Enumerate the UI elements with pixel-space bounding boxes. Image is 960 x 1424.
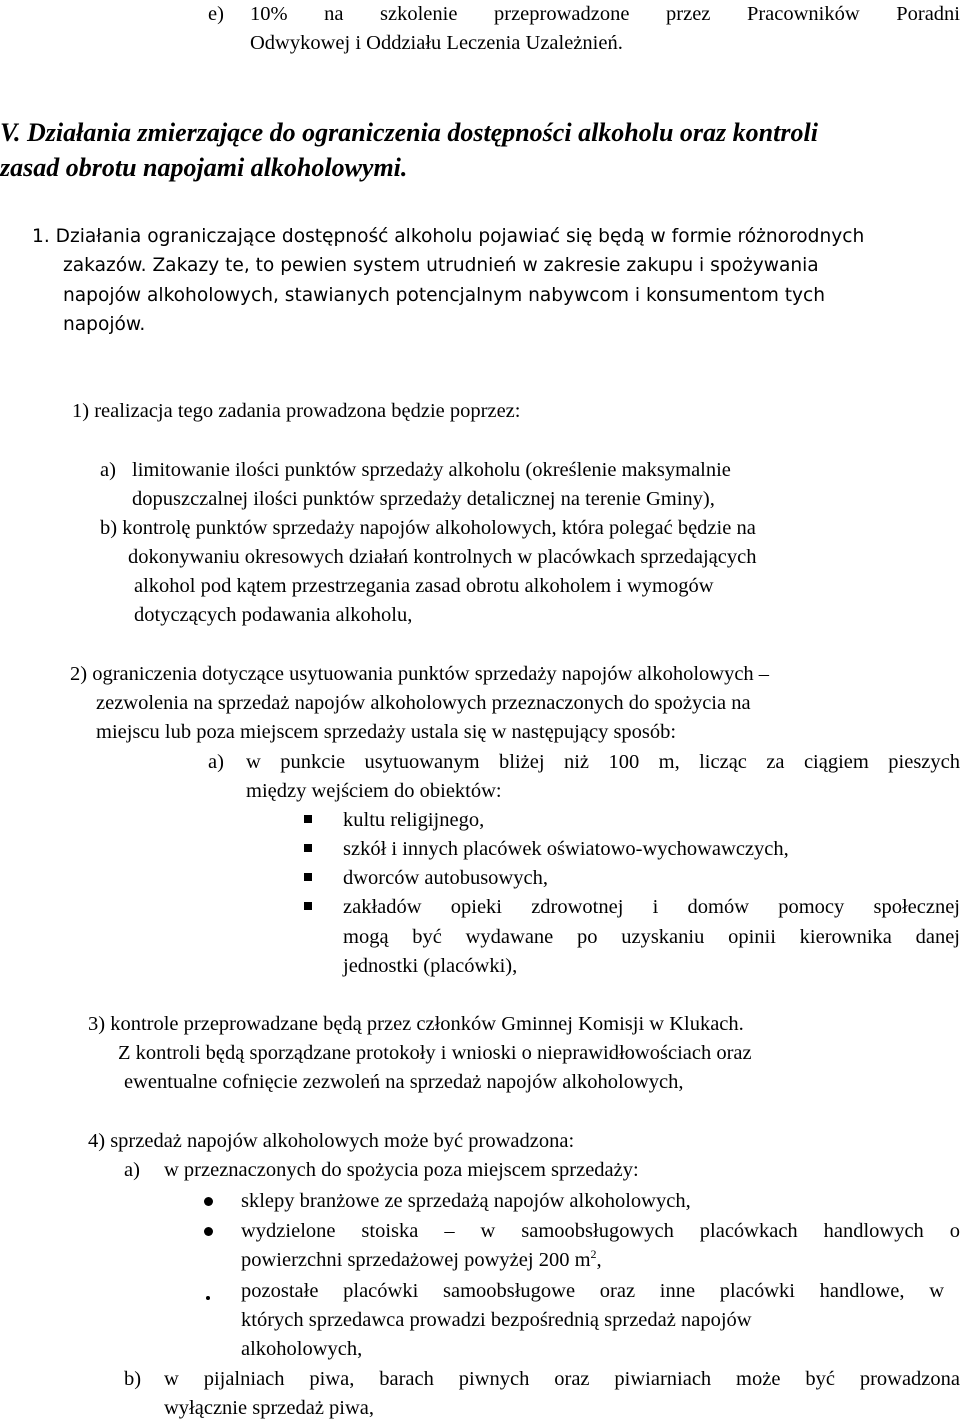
list3-line2: Z kontroli będą sporządzane protokoły i wnioski o nieprawidłowościach oraz [118,1042,752,1064]
para1-line2: zakazów. Zakazy te, to pewien system utrudnień w zakresie zakupu i spożywania [63,255,819,276]
list2-a-label: a) [208,751,224,773]
list1-intro: 1) realizacja tego zadania prowadzona będzie poprzez: [72,400,521,422]
list4-bullet-1: sklepy branżowe ze sprzedażą napojów alkoholowych, [241,1190,691,1212]
item-e-label: e) [208,3,224,25]
list3-line3: ewentualne cofnięcie zezwoleń na sprzedaż napojów alkoholowych, [124,1071,684,1093]
list2-line1: 2) ograniczenia dotyczące usytuowania punktów sprzedaży napojów alkoholowych – [70,663,770,685]
list2-a-line1: w punkcie usytuowanym bliżej niż 100 m, licząc za ciągiem pieszych [246,751,960,773]
list2-bullet-2: szkół i innych placówek oświatowo-wychowawczych, [343,838,789,860]
list2-bullet-4: zakładów opieki zdrowotnej i domów pomocy społecznej [343,896,960,918]
list1-b-line2: dokonywaniu okresowych działań kontrolnych w placówkach sprzedających [128,546,757,568]
list1-b-line3: alkohol pod kątem przestrzegania zasad obrotu alkoholem i wymogów [134,575,714,597]
list4-bullet-2-end: , [596,1249,602,1271]
item-e-line1: 10% na szkolenie przeprowadzone przez Pracowników Poradni [250,3,960,25]
list3-line1: 3) kontrole przeprowadzane będą przez członków Gminnej Komisji w Klukach. [88,1013,744,1035]
list4-bullet-2-superscript: 2 [590,1247,597,1261]
para1-line1: 1. Działania ograniczające dostępność alkoholu pojawiać się będą w formie różnorodnych [32,226,865,247]
list2-line2: zezwolenia na sprzedaż napojów alkoholowych przeznaczonych do spożycia na [96,692,751,714]
list4-a-text: w przeznaczonych do spożycia poza miejscem sprzedaży: [164,1159,639,1181]
list4-bullet-2-text: powierzchni sprzedażowej powyżej 200 m [241,1249,591,1271]
para1-line4: napojów. [63,314,146,335]
square-bullet-icon [304,873,312,881]
list4-intro: 4) sprzedaż napojów alkoholowych może być prowadzona: [88,1130,575,1152]
list2-bullet-3: dworców autobusowych, [343,867,548,889]
square-bullet-icon [304,844,312,852]
list1-a-line2: dopuszczalnej ilości punktów sprzedaży detalicznej na terenie Gminy), [132,488,715,510]
bullet-dot-icon [204,1227,213,1236]
list4-bullet-2-line2 [241,1246,602,1275]
list2-bullet-4-cont1: mogą być wydawane po uzyskaniu opinii kierownika danej [343,926,960,948]
list4-b-line1: w pijalniach piwa, barach piwnych oraz piwiarniach może być prowadzona [164,1368,960,1390]
section-heading-line1: V. Działania zmierzające do ograniczenia dostępności alkoholu oraz kontroli [0,118,818,147]
list4-b-label: b) [124,1368,142,1390]
list1-b-line1: b) kontrolę punktów sprzedaży napojów alkoholowych, która polegać będzie na [100,517,756,539]
item-e-line2: Odwykowej i Oddziału Leczenia Uzależnień. [250,32,623,54]
list2-a-line2: między wejściem do obiektów: [246,780,502,802]
list4-bullet-3-line2: których sprzedawca prowadzi bezpośrednią sprzedaż napojów [241,1309,752,1331]
section-heading-line2: zasad obrotu napojami alkoholowymi. [0,153,408,182]
bullet-dot-icon [206,1296,210,1300]
list1-b-line4: dotyczących podawania alkoholu, [134,604,413,626]
bullet-dot-icon [204,1197,213,1206]
list4-b-line2: wyłącznie sprzedaż piwa, [164,1397,375,1419]
square-bullet-icon [304,902,312,910]
list1-a-label: a) [100,459,116,481]
list1-a-line1: limitowanie ilości punktów sprzedaży alkoholu (określenie maksymalnie [132,459,731,481]
list2-bullet-4-cont2: jednostki (placówki), [343,955,518,977]
para1-line3: napojów alkoholowych, stawianych potencjalnym nabywcom i konsumentom tych [63,285,826,306]
list2-line3: miejscu lub poza miejscem sprzedaży ustala się w następujący sposób: [96,721,677,743]
square-bullet-icon [304,815,312,823]
list4-bullet-3-line3: alkoholowych, [241,1338,363,1360]
list4-a-label: a) [124,1159,140,1181]
list4-bullet-3-line1: pozostałe placówki samoobsługowe oraz inne placówki handlowe, w [241,1280,944,1302]
list4-bullet-2-line1: wydzielone stoiska – w samoobsługowych placówkach handlowych o [241,1220,960,1242]
list2-bullet-1: kultu religijnego, [343,809,485,831]
